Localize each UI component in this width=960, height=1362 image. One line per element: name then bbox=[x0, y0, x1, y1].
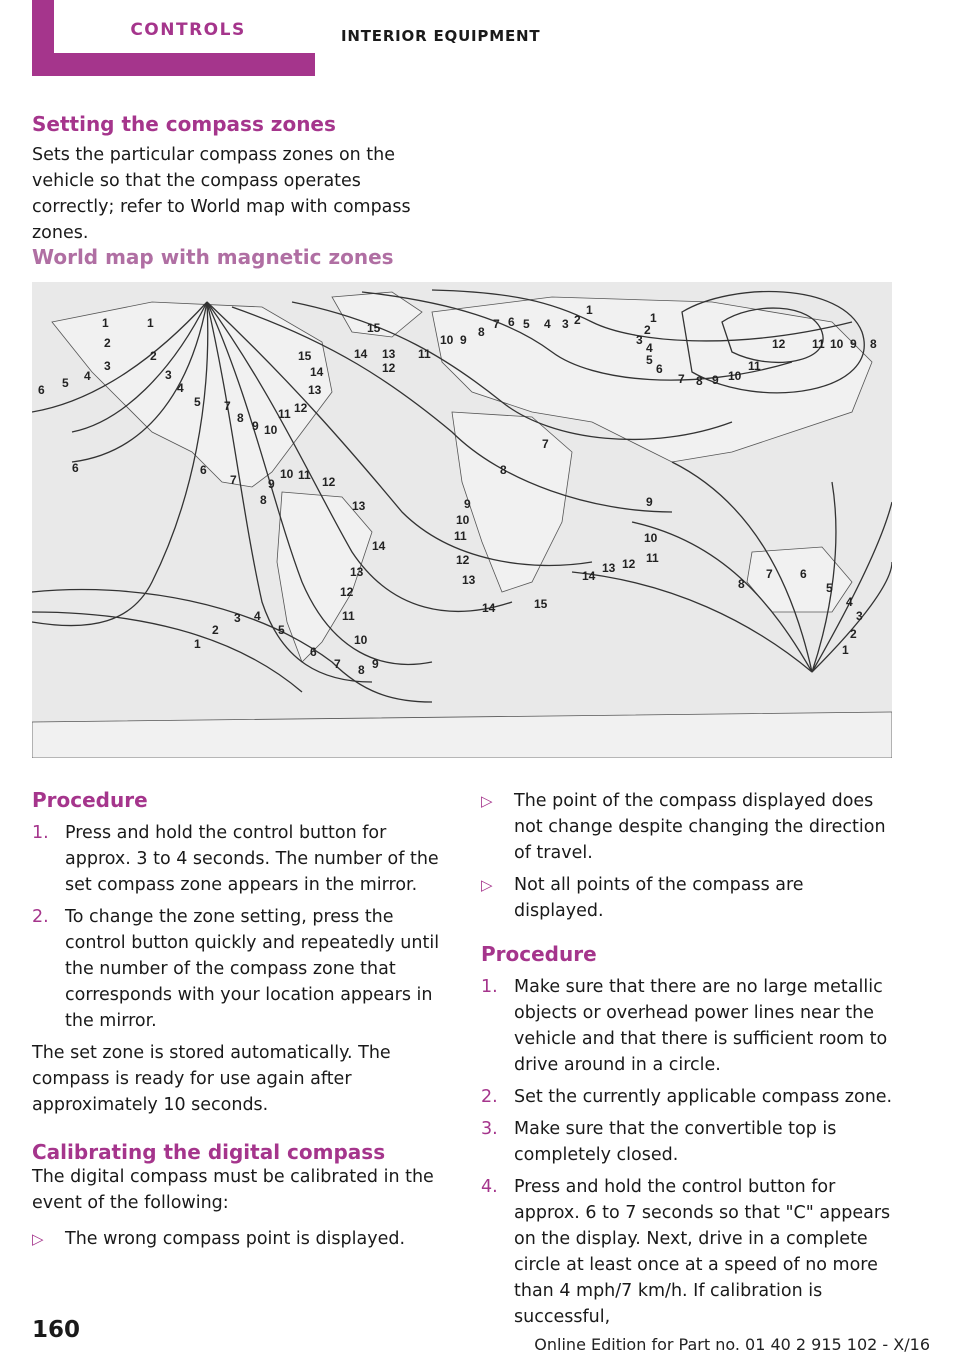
bullet-text: Not all points of the compass are displayed. bbox=[514, 875, 804, 921]
svg-text:6: 6 bbox=[310, 645, 317, 659]
svg-text:8: 8 bbox=[738, 577, 745, 591]
svg-text:10: 10 bbox=[280, 467, 294, 481]
svg-text:5: 5 bbox=[826, 581, 833, 595]
svg-text:5: 5 bbox=[278, 623, 285, 637]
svg-text:6: 6 bbox=[72, 461, 79, 475]
svg-text:14: 14 bbox=[372, 539, 386, 553]
svg-text:2: 2 bbox=[150, 349, 157, 363]
svg-text:12: 12 bbox=[622, 557, 636, 571]
svg-text:14: 14 bbox=[310, 365, 324, 379]
step-text: Press and hold the control button for approx. 3 to 4 seconds. The number of the set compass zone appears in the mirror. bbox=[65, 823, 439, 895]
triangle-bullet-icon: ▷ bbox=[481, 876, 493, 894]
bullet-text: The point of the compass displayed does not change despite changing the direction of travel. bbox=[514, 791, 886, 863]
svg-text:10: 10 bbox=[644, 531, 658, 545]
svg-text:4: 4 bbox=[646, 341, 653, 355]
calibrating-bullets-left bbox=[32, 1226, 444, 1252]
svg-text:9: 9 bbox=[464, 497, 471, 511]
svg-text:9: 9 bbox=[372, 657, 379, 671]
step-text: Press and hold the control button for approx. 6 to 7 seconds so that "C" appears on the display. Next, drive in a complete circle at least once at a speed of no more than 4 mph/7 km/h. If calibration is successful, bbox=[514, 1177, 891, 1327]
svg-text:4: 4 bbox=[544, 317, 551, 331]
procedure2-steps bbox=[481, 974, 893, 1330]
svg-text:13: 13 bbox=[308, 383, 322, 397]
svg-text:7: 7 bbox=[224, 399, 231, 413]
svg-text:2: 2 bbox=[644, 323, 651, 337]
svg-text:8: 8 bbox=[500, 463, 507, 477]
list-item bbox=[481, 788, 893, 866]
svg-text:1: 1 bbox=[194, 637, 201, 651]
list-item bbox=[481, 872, 893, 924]
svg-text:11: 11 bbox=[342, 609, 355, 623]
svg-text:14: 14 bbox=[354, 347, 368, 361]
svg-text:15: 15 bbox=[534, 597, 548, 611]
svg-text:5: 5 bbox=[194, 395, 201, 409]
svg-text:8: 8 bbox=[260, 493, 267, 507]
left-column bbox=[32, 788, 444, 1258]
svg-text:10: 10 bbox=[264, 423, 278, 437]
triangle-bullet-icon: ▷ bbox=[481, 792, 493, 810]
svg-text:3: 3 bbox=[562, 317, 569, 331]
section-body-compass-zones: Sets the particular compass zones on the vehicle so that the compass operates correctly; refer to World map with compass zones. bbox=[32, 145, 411, 243]
svg-text:12: 12 bbox=[340, 585, 354, 599]
svg-text:4: 4 bbox=[254, 609, 261, 623]
svg-text:7: 7 bbox=[766, 567, 773, 581]
svg-text:12: 12 bbox=[294, 401, 308, 415]
step-number: 3. bbox=[481, 1119, 498, 1139]
svg-text:9: 9 bbox=[252, 419, 259, 433]
svg-text:1: 1 bbox=[102, 316, 109, 330]
svg-text:9: 9 bbox=[712, 373, 719, 387]
svg-text:13: 13 bbox=[382, 347, 396, 361]
svg-text:4: 4 bbox=[84, 369, 91, 383]
svg-text:8: 8 bbox=[358, 663, 365, 677]
svg-text:13: 13 bbox=[352, 499, 366, 513]
procedure1-after: The set zone is stored automatically. The compass is ready for use again after approximately 10 seconds. bbox=[32, 1043, 391, 1115]
calibrating-bullets-right bbox=[481, 788, 893, 924]
svg-text:9: 9 bbox=[646, 495, 653, 509]
svg-text:3: 3 bbox=[104, 359, 111, 373]
svg-text:2: 2 bbox=[212, 623, 219, 637]
svg-text:10: 10 bbox=[728, 369, 742, 383]
list-item bbox=[481, 1084, 893, 1110]
svg-text:5: 5 bbox=[62, 376, 69, 390]
svg-text:3: 3 bbox=[165, 368, 172, 382]
svg-text:3: 3 bbox=[856, 609, 863, 623]
svg-text:4: 4 bbox=[846, 595, 853, 609]
step-text: Set the currently applicable compass zone. bbox=[514, 1087, 893, 1107]
step-number: 1. bbox=[32, 823, 49, 843]
procedure1-title: Procedure bbox=[32, 788, 148, 812]
world-magnetic-zone-map bbox=[32, 282, 892, 758]
svg-text:5: 5 bbox=[523, 317, 530, 331]
svg-text:8: 8 bbox=[696, 374, 703, 388]
svg-text:6: 6 bbox=[38, 383, 45, 397]
svg-text:10: 10 bbox=[456, 513, 470, 527]
svg-text:11: 11 bbox=[812, 337, 825, 351]
svg-text:10: 10 bbox=[440, 333, 454, 347]
svg-text:3: 3 bbox=[636, 333, 643, 347]
tab-interior-equipment[interactable]: INTERIOR EQUIPMENT bbox=[341, 27, 541, 45]
svg-text:14: 14 bbox=[482, 601, 496, 615]
svg-text:12: 12 bbox=[456, 553, 470, 567]
svg-text:12: 12 bbox=[382, 361, 396, 375]
svg-text:1: 1 bbox=[147, 316, 154, 330]
svg-text:12: 12 bbox=[322, 475, 336, 489]
list-item bbox=[32, 1226, 444, 1252]
step-text: To change the zone setting, press the control button quickly and repeatedly until the number of the compass zone that corresponds with your location appears in the mirror. bbox=[65, 907, 440, 1031]
tab-controls-label: CONTROLS bbox=[130, 20, 246, 40]
section-title-compass-zones: Setting the compass zones bbox=[32, 112, 336, 136]
svg-text:11: 11 bbox=[278, 407, 291, 421]
svg-text:11: 11 bbox=[298, 468, 311, 482]
triangle-bullet-icon: ▷ bbox=[32, 1230, 44, 1248]
svg-text:9: 9 bbox=[268, 477, 275, 491]
svg-text:7: 7 bbox=[230, 473, 237, 487]
svg-text:1: 1 bbox=[842, 643, 849, 657]
bullet-text: The wrong compass point is displayed. bbox=[65, 1229, 406, 1249]
calibrating-title: Calibrating the digital compass bbox=[32, 1140, 386, 1164]
svg-text:9: 9 bbox=[850, 337, 857, 351]
svg-text:6: 6 bbox=[200, 463, 207, 477]
list-item bbox=[481, 1174, 893, 1330]
svg-text:6: 6 bbox=[656, 362, 663, 376]
svg-text:2: 2 bbox=[574, 313, 581, 327]
svg-text:10: 10 bbox=[830, 337, 844, 351]
procedure2-title: Procedure bbox=[481, 942, 597, 966]
footer-edition: Online Edition for Part no. 01 40 2 915 102 - X/16 bbox=[534, 1335, 930, 1354]
svg-text:4: 4 bbox=[177, 381, 184, 395]
tab-controls[interactable] bbox=[32, 0, 315, 76]
svg-text:13: 13 bbox=[602, 561, 616, 575]
svg-text:7: 7 bbox=[334, 657, 341, 671]
list-item bbox=[481, 974, 893, 1078]
svg-text:14: 14 bbox=[582, 569, 596, 583]
step-number: 2. bbox=[481, 1087, 498, 1107]
svg-text:3: 3 bbox=[234, 611, 241, 625]
svg-text:12: 12 bbox=[772, 337, 786, 351]
svg-text:8: 8 bbox=[478, 325, 485, 339]
svg-text:11: 11 bbox=[454, 529, 467, 543]
svg-text:8: 8 bbox=[237, 411, 244, 425]
step-text: Make sure that the convertible top is completely closed. bbox=[514, 1119, 837, 1165]
map-title: World map with magnetic zones bbox=[32, 245, 394, 269]
list-item bbox=[481, 1116, 893, 1168]
svg-text:8: 8 bbox=[870, 337, 877, 351]
svg-text:11: 11 bbox=[646, 551, 659, 565]
svg-text:2: 2 bbox=[850, 627, 857, 641]
step-number: 4. bbox=[481, 1177, 498, 1197]
tab-controls-inner bbox=[54, 0, 322, 53]
svg-text:15: 15 bbox=[298, 349, 312, 363]
step-text: Make sure that there are no large metallic objects or overhead power lines near the vehicle and that there is sufficient room to drive around in a circle. bbox=[514, 977, 888, 1075]
page-number: 160 bbox=[32, 1317, 81, 1343]
svg-text:1: 1 bbox=[650, 311, 657, 325]
list-item bbox=[32, 820, 444, 898]
calibrating-intro: The digital compass must be calibrated in the event of the following: bbox=[32, 1167, 434, 1213]
procedure1-steps bbox=[32, 820, 444, 1034]
svg-text:7: 7 bbox=[493, 317, 500, 331]
svg-text:6: 6 bbox=[508, 315, 515, 329]
svg-text:1: 1 bbox=[586, 303, 593, 317]
step-number: 2. bbox=[32, 907, 49, 927]
svg-text:5: 5 bbox=[646, 353, 653, 367]
right-column bbox=[481, 788, 893, 1336]
list-item bbox=[32, 904, 444, 1034]
svg-text:6: 6 bbox=[800, 567, 807, 581]
svg-text:15: 15 bbox=[367, 321, 381, 335]
svg-text:11: 11 bbox=[748, 359, 761, 373]
svg-text:7: 7 bbox=[542, 437, 549, 451]
svg-text:9: 9 bbox=[460, 333, 467, 347]
svg-text:13: 13 bbox=[462, 573, 476, 587]
svg-text:2: 2 bbox=[104, 336, 111, 350]
step-number: 1. bbox=[481, 977, 498, 997]
map-svg bbox=[32, 282, 892, 758]
svg-text:13: 13 bbox=[350, 565, 364, 579]
svg-text:10: 10 bbox=[354, 633, 368, 647]
svg-text:7: 7 bbox=[678, 372, 685, 386]
svg-text:11: 11 bbox=[418, 347, 431, 361]
